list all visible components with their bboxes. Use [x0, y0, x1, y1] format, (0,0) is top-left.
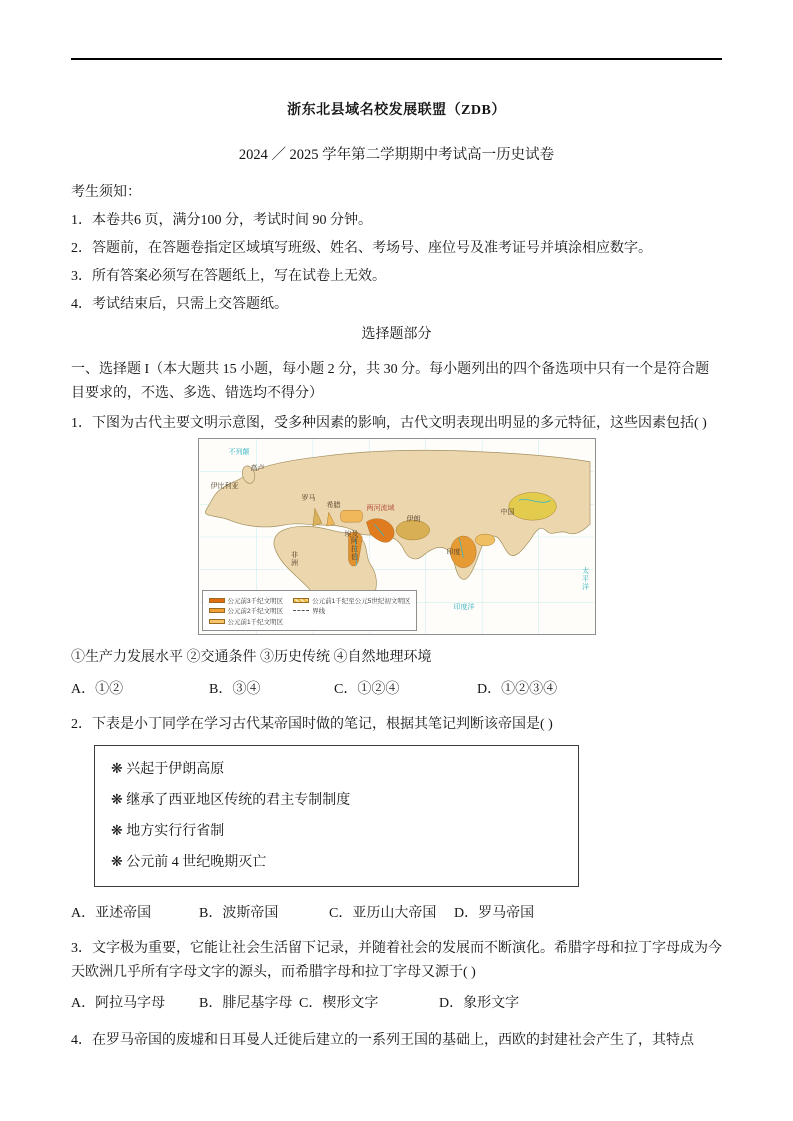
- region-ganges: [475, 534, 495, 546]
- region-anatolia: [340, 510, 362, 522]
- q1-option-a: A．①②: [71, 682, 124, 697]
- map-label-pacific-ocean: 太平洋: [581, 567, 589, 591]
- map-label-indian-ocean: 印度洋: [453, 604, 475, 611]
- legend-label: 界线: [312, 608, 326, 615]
- q1-option-d: D．①②③④: [477, 682, 558, 697]
- map-legend-right-column: [293, 594, 410, 627]
- legend-boundary-line-symbol: [293, 610, 309, 611]
- legend-label: 公元前1千纪文明区: [227, 618, 284, 626]
- map-label-africa: 非洲: [290, 551, 298, 567]
- notice-item-4: 4．考试结束后，只需上交答题纸。: [71, 297, 288, 312]
- region-china: [508, 492, 556, 520]
- map-label-britain: 不列颠: [228, 449, 250, 456]
- q3-option-b: B．腓尼基字母: [199, 996, 293, 1011]
- legend-swatch-1st-millennium: [209, 619, 225, 624]
- legend-swatch-to-5th-century: [293, 598, 309, 603]
- legend-swatch-2nd-millennium: [209, 608, 225, 613]
- map-label-greece: 希腊: [326, 502, 341, 509]
- map-label-iran: 伊朗: [406, 516, 421, 523]
- map-label-rome: 罗马: [301, 495, 316, 502]
- q4-stem: 4．在罗马帝国的废墟和日耳曼人迁徙后建立的一系列王国的基础上，西欧的封建社会产生了，其特点: [71, 1033, 694, 1048]
- notice-item-3: 3．所有答案必须写在答题纸上，写在试卷上无效。: [71, 269, 386, 284]
- q3-option-c: C．楔形文字: [299, 996, 379, 1011]
- header-rule: [71, 58, 722, 60]
- league-title: 浙东北县域名校发展联盟（ZDB）: [287, 103, 506, 118]
- map-label-india: 印度: [446, 549, 461, 556]
- map-label-arabia: 阿拉伯: [350, 537, 358, 561]
- legend-swatch-3rd-millennium: [209, 598, 225, 603]
- q3-option-a: A．阿拉马字母: [71, 996, 166, 1011]
- q1-option-c: C．①②④: [334, 682, 400, 697]
- ancient-civilizations-map-figure: [198, 438, 596, 635]
- q2-option-d: D．罗马帝国: [454, 906, 535, 921]
- map-label-mesopotamia: 两河流域: [366, 505, 395, 512]
- q2-option-b: B．波斯帝国: [199, 906, 279, 921]
- section-part-title: 选择题部分: [361, 327, 432, 342]
- map-legend-left-column: [209, 594, 284, 627]
- exam-title: 2024 ／ 2025 学年第二学期期中考试高一历史试卷: [238, 147, 555, 163]
- notices-heading: 考生须知：: [71, 185, 141, 200]
- q2-note-1: ❋ 兴起于伊朗高原: [111, 762, 225, 777]
- q2-option-c: C．亚历山大帝国: [329, 906, 437, 921]
- q1-options: [71, 679, 722, 701]
- legend-label: 公元前1千纪至公元5世纪初文明区: [312, 597, 411, 605]
- q2-options: [71, 903, 722, 925]
- q2-note-4: ❋ 公元前 4 世纪晚期灭亡: [111, 855, 267, 870]
- map-legend: [202, 590, 418, 631]
- map-label-iberia: 伊比利亚: [210, 483, 239, 490]
- q1-stem: 1．下图为古代主要文明示意图，受多种因素的影响，古代文明表现出明显的多元特征，这些因素包括( ): [71, 416, 707, 431]
- q1-option-b: B．③④: [209, 682, 261, 697]
- q2-option-a: A．亚述帝国: [71, 906, 152, 921]
- q3-options: [71, 993, 722, 1015]
- q1-factor-list: ①生产力发展水平 ②交通条件 ③历史传统 ④自然地理环境: [71, 650, 432, 665]
- q2-stem: 2．下表是小丁同学在学习古代某帝国时做的笔记，根据其笔记判断该帝国是( ): [71, 717, 553, 732]
- notice-item-2: 2．答题前，在答题卷指定区域填写班级、姓名、考场号、座位号及准考证号并填涂相应数字。: [71, 241, 652, 256]
- map-label-china: 中国: [500, 509, 515, 516]
- region-iran: [396, 520, 430, 540]
- notice-item-1: 1．本卷共6 页，满分100 分，考试时间 90 分钟。: [71, 213, 372, 228]
- legend-label: 公元前2千纪文明区: [227, 608, 284, 615]
- q3-stem: 3．文字极为重要，它能让社会生活留下记录，并随着社会的发展而不断演化。希腊字母和拉丁字母成为今天欧洲几乎所有字母文字的源头，而希腊字母和拉丁字母又源于( ): [71, 941, 722, 980]
- legend-label: 公元前3千纪文明区: [227, 597, 284, 605]
- q2-notes-table: [94, 745, 579, 887]
- section-intro: 一、选择题 I（本大题共 15 小题，每小题 2 分，共 30 分。每小题列出的四个备选项中只有一个是符合题目要求的，不选、多选、错选均不得分）: [71, 362, 710, 401]
- q2-note-3: ❋ 地方实行行省制: [111, 824, 225, 839]
- q2-note-2: ❋ 继承了西亚地区传统的君主专制制度: [111, 793, 351, 808]
- map-label-egypt: 埃及: [344, 531, 359, 538]
- map-label-gaul: 高卢: [250, 465, 265, 472]
- q3-option-d: D．象形文字: [439, 996, 520, 1011]
